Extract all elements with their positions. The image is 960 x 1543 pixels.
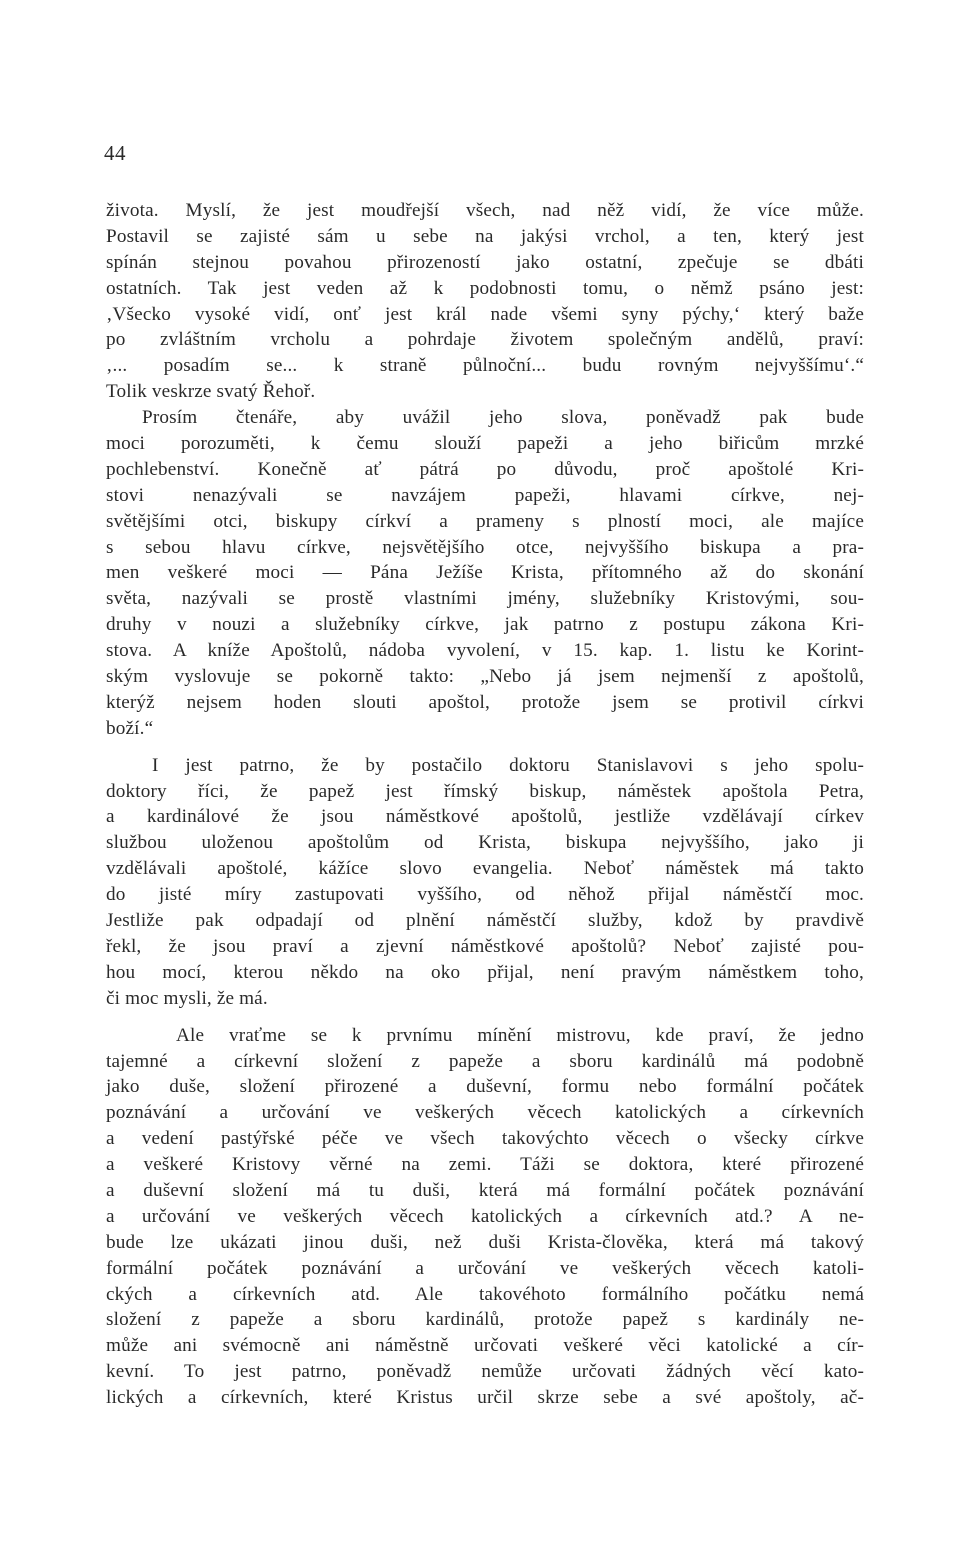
text-line: po zvláštním vrcholu a pohrdaje životem společným andělů, praví: — [106, 329, 864, 351]
text-line: ským vyslovuje se pokorně takto: „Nebo já jsem nejmenší z apoštolů, — [106, 666, 864, 688]
text-line: a kardinálové že jsou náměstkové apoštolů, jestliže vzdělávají církev — [106, 806, 864, 828]
text-line: jako duše, složení přirozené a duševní, formu nebo formální počátek — [106, 1076, 864, 1098]
text-line: ckých a církevních atd. Ale takovéhoto formálního počátku nemá — [106, 1283, 864, 1305]
text-line: a určování ve veškerých věcech katolických a církevních atd.? A ne- — [106, 1205, 864, 1227]
text-line: života. Myslí, že jest moudřejší všech, nad něž vidí, že více může. — [106, 200, 864, 221]
text-line: Ale vraťme se k prvnímu mínění mistrovu, kde praví, že jedno — [176, 1024, 864, 1046]
text-line: a veškeré Kristovy věrné na zemi. Táži se doktora, které přirozené — [106, 1154, 864, 1176]
paragraph-gap — [106, 1012, 864, 1023]
text-line: do jisté míry zastupovati vyššího, od něhož přijal náměstčí moc. — [106, 884, 864, 906]
paragraph-3 — [106, 753, 864, 1012]
text-line: kevní. To jest patrno, poněvadž nemůže určovati žádných věcí kato- — [106, 1361, 864, 1383]
text-line: s sebou hlavu církve, nejsvětějšího otce, nejvyššího biskupa a pra- — [106, 536, 864, 558]
text-line: poznávání a určování ve veškerých věcech katolických a církevních — [106, 1102, 864, 1124]
text-line: spínán stejnou povahou přirozeností jako ostatní, zpečuje se dbáti — [106, 251, 864, 273]
text-line: ostatních. Tak jest veden až k podobnosti tomu, o němž psáno jest: — [106, 277, 864, 299]
text-line: druhy v nouzi a služebníky církve, jak patrno z postupu zákona Kri- — [106, 614, 864, 636]
text-line: světa, nazývali se prostě vlastními jmény, služebníky Kristovými, sou- — [106, 588, 864, 610]
text-line: lických a církevních, které Kristus určil skrze sebe a své apoštoly, ač- — [106, 1387, 864, 1409]
text-line: ‚... posadím se... k straně půlnoční... budu rovným nejvyššímu‘.“ — [106, 355, 864, 377]
text-line: ‚Všecko vysoké vidí, onť jest král nade všemi syny pýchy,‘ který baže — [106, 303, 864, 325]
paragraph-4 — [106, 1023, 864, 1411]
paragraph-1 — [106, 198, 864, 405]
text-line: a duševní složení má tu duši, která má formální počátek poznávání — [106, 1179, 864, 1201]
text-line: a vedení pastýřské péče ve všech takovýchto věcech o všecky církve — [106, 1128, 864, 1150]
text-line: Postavil se zajisté sám u sebe na jakýsi vrchol, a ten, který jest — [106, 225, 864, 247]
text-line: hou mocí, kterou někdo na oko přijal, není pravým náměstkem toho, — [106, 961, 864, 983]
page-number: 44 — [104, 141, 126, 165]
text-line: vzdělávali apoštolé, kážíce slovo evangelia. Neboť náměstek má takto — [106, 858, 864, 880]
paragraph-2 — [106, 405, 864, 742]
text-line: službou uloženou apoštolům od Krista, biskupa nejvyššího, jako ji — [106, 832, 864, 854]
text-line: stovi nenazývali se navzájem papeži, hlavami církve, nej- — [106, 484, 864, 506]
text-line: moci porozuměti, k čemu slouží papeži a jeho biřicům mrzké — [106, 433, 864, 455]
text-line: pochlebenství. Konečně ať pátrá po důvodu, proč apoštolé Kri- — [106, 458, 864, 480]
text-line: men veškeré moci — Pána Ježíše Krista, přítomného až do skonání — [106, 562, 864, 584]
body-text — [106, 198, 864, 1411]
text-line: Tolik veskrze svatý Řehoř. — [106, 381, 316, 403]
text-line: stova. A kníže Apoštolů, nádoba vyvolení, v 15. kap. 1. listu ke Korint- — [106, 640, 864, 662]
paragraph-gap — [106, 742, 864, 753]
text-line: řekl, že jsou praví a zjevní náměstkové apoštolů? Neboť zajisté pou- — [106, 935, 864, 957]
text-line: doktory říci, že papež jest římský biskup, náměstek apoštola Petra, — [106, 780, 864, 802]
text-line: I jest patrno, že by postačilo doktoru Stanislavovi s jeho spolu- — [152, 754, 864, 776]
text-line: bude lze ukázati jinou duši, než duši Krista-člověka, která má takový — [106, 1231, 864, 1253]
text-line: tajemné a církevní složení z papeže a sboru kardinálů má podobně — [106, 1050, 864, 1072]
text-line: kterýž nejsem hoden slouti apoštol, protože jsem se protivil církvi — [106, 691, 864, 713]
text-line: Prosím čtenáře, aby uvážil jeho slova, poněvadž pak bude — [142, 407, 864, 429]
text-line: světějšími otci, biskupy církví a prameny s plností moci, ale majíce — [106, 510, 864, 532]
text-line: či moc mysli, že má. — [106, 987, 268, 1009]
text-line: formální počátek poznávání a určování ve veškerých věcech katoli- — [106, 1257, 864, 1279]
text-line: boží.“ — [106, 717, 154, 739]
text-line: Jestliže pak odpadají od plnění náměstčí služby, kdož by pravdivě — [106, 910, 864, 932]
text-line: složení z papeže a sboru kardinálů, protože papež s kardinály ne- — [106, 1309, 864, 1331]
text-line: může ani svémocně ani náměstně určovati veškeré věci katolické a cír- — [106, 1335, 864, 1357]
